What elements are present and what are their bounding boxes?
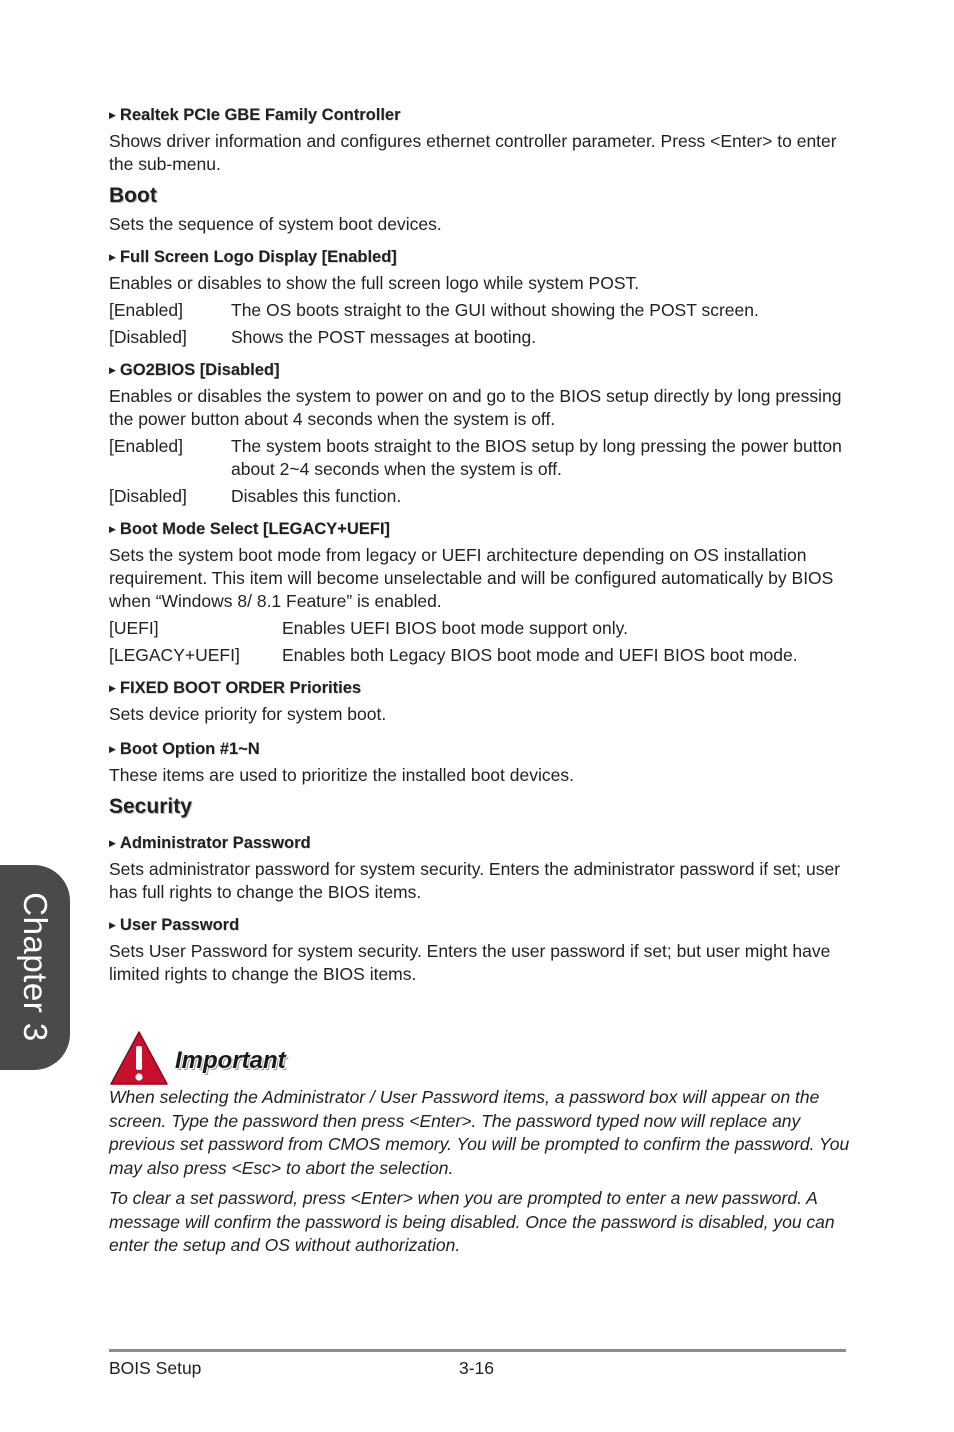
item-boot-mode-desc: Sets the system boot mode from legacy or UEFI architecture depending on OS installation requirement. This item will become unselectable and will be configured automatically by BIOS when “Windows 8/ 8.1 Feature” is enabled. (109, 545, 834, 611)
option-key: [Enabled] (109, 300, 183, 320)
important-title: Important (175, 1047, 286, 1074)
triangle-bullet-icon: ▶ (109, 524, 116, 534)
option-value: The OS boots straight to the GUI without showing the POST screen. (231, 300, 759, 320)
option-value: Enables both Legacy BIOS boot mode and UEFI BIOS boot mode. (282, 645, 798, 665)
item-boot-option-title: Boot Option #1~N (119, 740, 260, 758)
important-paragraph-2: To clear a set password, press <Enter> when you are prompted to enter a new password. A message will confirm the password is being disabled. Once the password is disabled, you can enter the setup and OS without authorization. (109, 1188, 835, 1255)
option-row (109, 299, 849, 322)
option-row (109, 617, 849, 640)
item-realtek-title: Realtek PCIe GBE Family Controller (119, 106, 401, 124)
chapter-tab-label: Chapter 3 (17, 892, 54, 1042)
item-boot-mode-title: Boot Mode Select [LEGACY+UEFI] (119, 520, 390, 538)
triangle-bullet-icon: ▶ (109, 365, 116, 375)
item-go2bios-desc: Enables or disables the system to power on and go to the BIOS setup directly by long pressing the power button about 4 seconds when the system is off. (109, 386, 842, 429)
option-row (109, 485, 849, 508)
important-note (109, 1030, 854, 1258)
warning-icon (109, 1030, 169, 1086)
boot-desc: Sets the sequence of system boot devices. (109, 214, 442, 234)
footer-divider (109, 1349, 846, 1352)
item-user-password (109, 914, 849, 936)
triangle-bullet-icon: ▶ (109, 110, 116, 120)
important-header (109, 1030, 854, 1086)
item-boot-mode (109, 518, 849, 540)
item-full-screen-logo-desc: Enables or disables to show the full screen logo while system POST. (109, 273, 640, 293)
item-go2bios-title: GO2BIOS [Disabled] (119, 361, 280, 379)
item-go2bios (109, 359, 849, 381)
triangle-bullet-icon: ▶ (109, 744, 116, 754)
item-boot-option-desc: These items are used to prioritize the installed boot devices. (109, 765, 574, 785)
triangle-bullet-icon: ▶ (109, 838, 116, 848)
item-fixed-boot-order-desc: Sets device priority for system boot. (109, 704, 387, 724)
item-user-password-desc: Sets User Password for system security. Enters the user password if set; but user might have limited rights to change the BIOS items. (109, 941, 831, 984)
option-value: Enables UEFI BIOS boot mode support only. (282, 618, 628, 638)
option-key: [Disabled] (109, 327, 187, 347)
chapter-tab (0, 865, 70, 1070)
item-boot-option (109, 738, 849, 760)
option-key: [Disabled] (109, 486, 187, 506)
item-fixed-boot-order-title: FIXED BOOT ORDER Priorities (119, 679, 362, 697)
section-heading-security: Security (109, 795, 192, 818)
option-value: Disables this function. (231, 486, 402, 506)
option-key: [Enabled] (109, 436, 183, 456)
footer-section-name: BOIS Setup (109, 1358, 202, 1378)
item-realtek (109, 104, 849, 126)
option-key: [LEGACY+UEFI] (109, 645, 240, 665)
option-row (109, 435, 849, 481)
option-row (109, 326, 849, 349)
option-row (109, 644, 849, 667)
section-heading-boot: Boot (109, 184, 157, 207)
important-paragraph-1: When selecting the Administrator / User Password items, a password box will appear on the screen. Type the password then press <Enter>. The password typed now will replace any previous set password from CMOS memory. You will be prompted to confirm the password. You may also press <Esc> to abort the selection. (109, 1087, 850, 1178)
item-admin-password-title: Administrator Password (119, 834, 311, 852)
option-value: Shows the POST messages at booting. (231, 327, 537, 347)
item-full-screen-logo (109, 246, 849, 268)
footer-page-number: 3-16 (459, 1358, 495, 1378)
item-realtek-desc: Shows driver information and configures ethernet controller parameter. Press <Enter> to enter the sub-menu. (109, 131, 837, 174)
option-key: [UEFI] (109, 618, 159, 638)
item-user-password-title: User Password (119, 916, 240, 934)
main-content (109, 104, 849, 986)
item-full-screen-logo-title: Full Screen Logo Display [Enabled] (119, 248, 397, 266)
triangle-bullet-icon: ▶ (109, 252, 116, 262)
option-value: The system boots straight to the BIOS setup by long pressing the power button about 2~4 seconds when the system is off. (231, 436, 842, 479)
item-fixed-boot-order (109, 677, 849, 699)
item-admin-password-desc: Sets administrator password for system security. Enters the administrator password if set; user has full rights to change the BIOS items. (109, 859, 841, 902)
item-admin-password (109, 832, 849, 854)
triangle-bullet-icon: ▶ (109, 920, 116, 930)
triangle-bullet-icon: ▶ (109, 683, 116, 693)
